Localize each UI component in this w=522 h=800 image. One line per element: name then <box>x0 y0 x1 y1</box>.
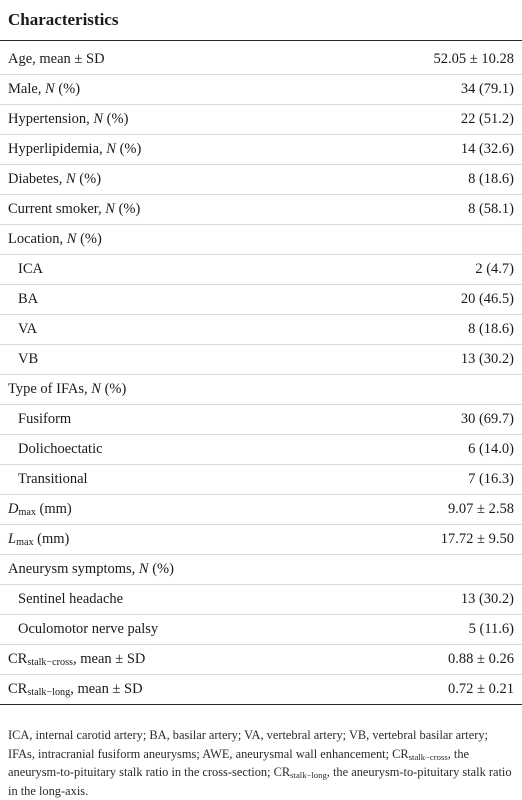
row-value: 30 (69.7) <box>460 411 514 427</box>
row-value: 8 (58.1) <box>468 201 514 217</box>
table-body <box>0 41 522 705</box>
table-row <box>0 345 522 375</box>
table-row <box>0 105 522 135</box>
row-label: Age, mean ± SD <box>8 51 105 67</box>
row-label: ICA <box>18 261 43 277</box>
table-row <box>0 615 522 645</box>
row-label: Male, N (%) <box>8 81 81 97</box>
table-row <box>0 75 522 105</box>
row-value: 5 (11.6) <box>468 621 514 637</box>
table-row <box>0 315 522 345</box>
row-label: $CR_{stalk-cross}$, mean ± SD <box>8 651 146 668</box>
table-row <box>0 225 522 255</box>
row-label: Hyperlipidemia, N (%) <box>8 141 142 157</box>
row-value: 0.72 ± 0.21 <box>448 681 514 697</box>
row-label: Oculomotor nerve palsy <box>18 621 159 637</box>
row-label: Aneurysm symptoms, N (%) <box>8 561 174 577</box>
row-value: 14 (32.6) <box>460 141 514 157</box>
table-row <box>0 135 522 165</box>
table-row <box>0 645 522 675</box>
row-value: 9.07 ± 2.58 <box>448 501 514 517</box>
row-value: 22 (51.2) <box>460 111 514 127</box>
table-header <box>0 0 522 41</box>
table-row <box>0 465 522 495</box>
row-label: Current smoker, N (%) <box>8 201 141 217</box>
row-value: 8 (18.6) <box>468 171 514 187</box>
row-value: 0.88 ± 0.26 <box>448 651 514 667</box>
row-value: 8 (18.6) <box>468 321 514 337</box>
table-row <box>0 195 522 225</box>
row-label: Transitional <box>18 471 88 487</box>
table-row <box>0 165 522 195</box>
table-row <box>0 585 522 615</box>
table-row <box>0 375 522 405</box>
table-footnote: ICA, internal carotid artery; BA, basilar artery; VA, vertebral artery; VB, vertebral basilar artery; IFAs, intracranial fusiform aneurysms; AWE, aneurysmal wall enhancement; $CR_{stalk-cross}$, the aneurysm-to-pituitary stalk ratio in the cross-section; $CR_{stalk-long}$, the aneurysm-to-pituitary stalk ratio in the long-axis. <box>8 728 512 798</box>
table-row <box>0 525 522 555</box>
row-label: $D_{max}$ (mm) <box>8 501 72 518</box>
table-row <box>0 255 522 285</box>
row-value: 34 (79.1) <box>460 81 514 97</box>
row-label: VB <box>18 351 39 367</box>
row-label: $CR_{stalk-long}$, mean ± SD <box>8 681 143 698</box>
table-row <box>0 435 522 465</box>
row-value: 7 (16.3) <box>468 471 514 487</box>
table-row <box>0 495 522 525</box>
row-label: Sentinel headache <box>18 591 124 607</box>
row-value: 13 (30.2) <box>460 591 514 607</box>
row-value: 13 (30.2) <box>460 351 514 367</box>
row-label: $L_{max}$ (mm) <box>8 531 70 548</box>
row-label: Diabetes, N (%) <box>8 171 102 187</box>
row-value: 2 (4.7) <box>475 261 514 277</box>
row-label: Dolichoectatic <box>18 441 103 457</box>
row-value: 6 (14.0) <box>468 441 514 457</box>
row-value: 20 (46.5) <box>460 291 514 307</box>
row-value: 52.05 ± 10.28 <box>433 51 514 67</box>
table-row <box>0 285 522 315</box>
row-value: 17.72 ± 9.50 <box>440 531 514 547</box>
row-label: BA <box>18 291 39 307</box>
row-label: Type of IFAs, N (%) <box>8 381 127 397</box>
row-label: Fusiform <box>18 411 72 427</box>
row-label: Location, N (%) <box>8 231 102 247</box>
row-label: VA <box>18 321 38 337</box>
table-row <box>0 405 522 435</box>
table-row <box>0 555 522 585</box>
table-row <box>0 675 522 705</box>
table-row <box>0 45 522 75</box>
row-label: Hypertension, N (%) <box>8 111 129 127</box>
header-label: Characteristics <box>8 10 119 29</box>
